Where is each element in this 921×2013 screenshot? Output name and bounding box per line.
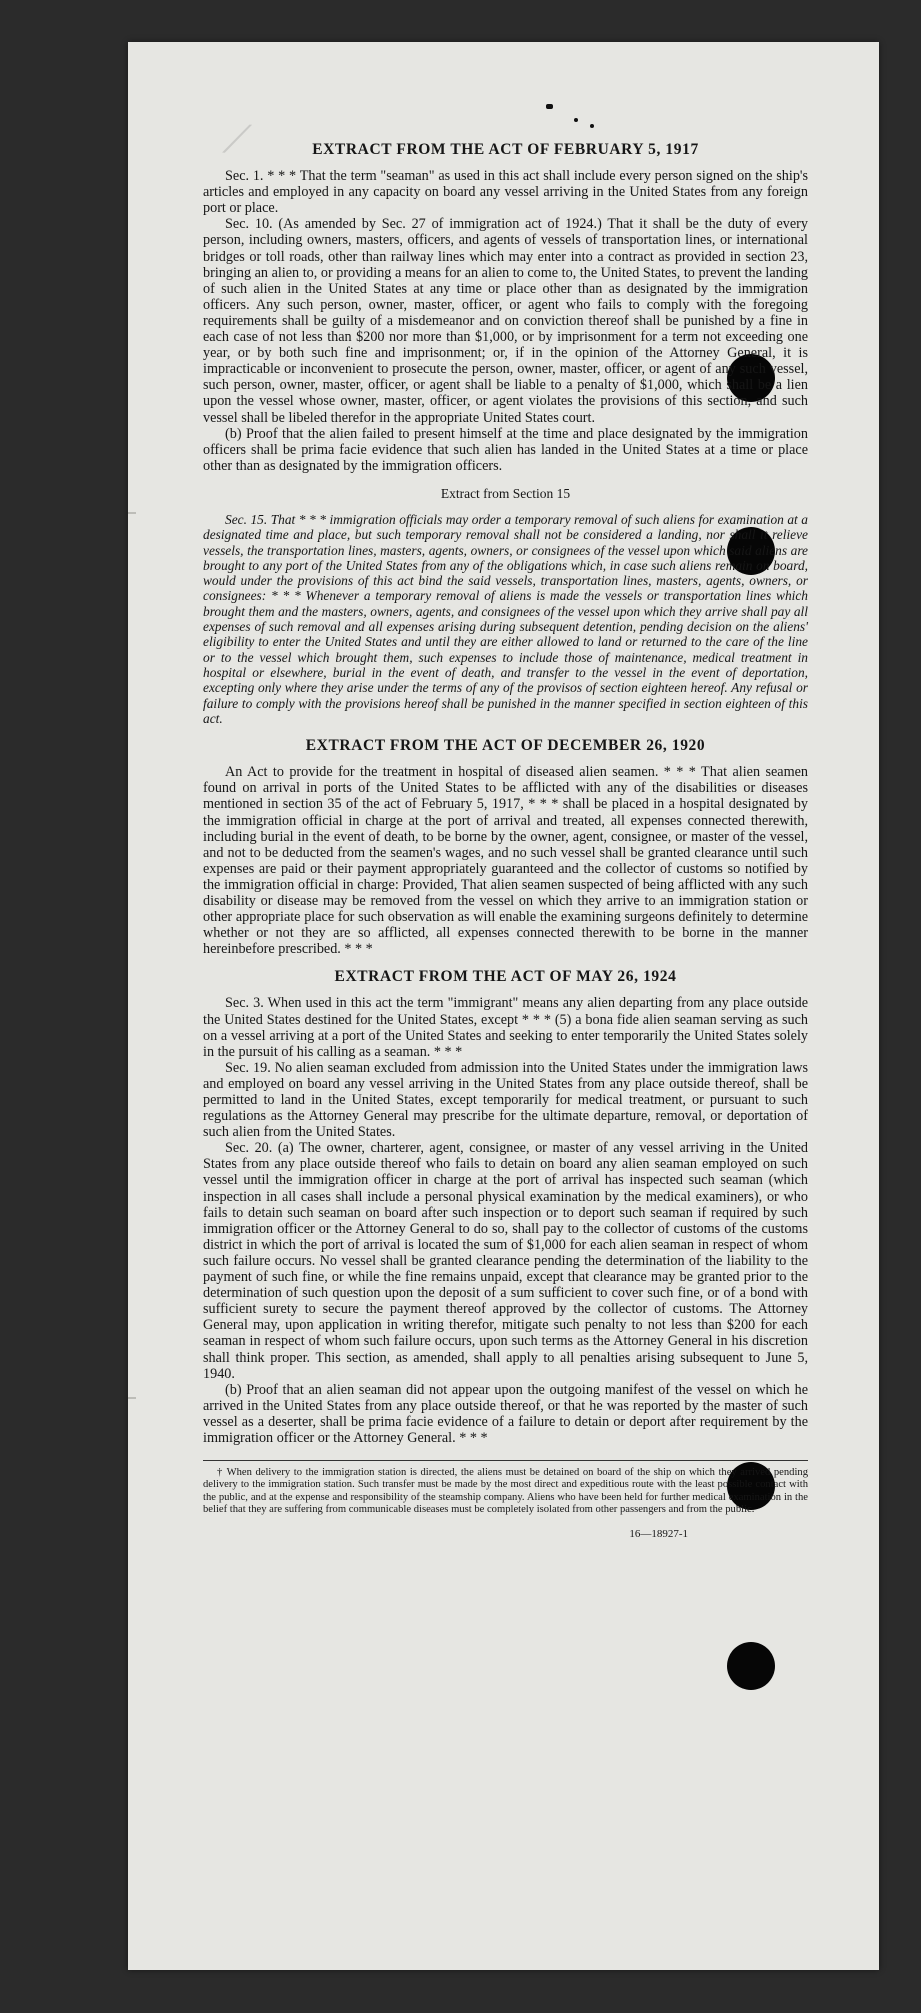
- ink-mark: [590, 124, 594, 128]
- document-number: 16—18927-1: [629, 1528, 688, 1541]
- punch-hole: [727, 1642, 775, 1690]
- paragraph-sec-3: Sec. 3. When used in this act the term "immigrant" means any alien departing from any place outside the United States destined for the United States, except * * * (5) a bona fide alien seaman serving as such on a vessel arriving at a port of the United States and seeking to enter temporarily the United States solely in the pursuit of his calling as a seaman. * * *: [203, 995, 808, 1060]
- section-heading: EXTRACT FROM THE ACT OF DECEMBER 26, 1920: [305, 737, 706, 755]
- edge-tick: [128, 1397, 136, 1399]
- paragraph-sec-1: Sec. 1. * * * That the term "seaman" as used in this act shall include every person signed on the ship's articles and employed in any capacity on board any vessel arriving in the United States from any foreign port or place.: [203, 168, 808, 217]
- document-body: [203, 142, 808, 1542]
- section-heading: EXTRACT FROM THE ACT OF FEBRUARY 5, 1917: [312, 141, 699, 158]
- paragraph-sec-15: Sec. 15. That * * * immigration officials may order a temporary removal of such aliens for examination at a designated time and place, but such temporary removal shall not be considered a landing, nor shall it relieve vessels, the transportation lines, masters, agents, owners, or consignees of the vessel upon which said aliens are brought to any port of the United States from any of the obligations which, in case such aliens remain on board, would under the provisions of this act bind the said vessels, transportation lines, masters, agents, owners, or consignees: * * * Whenever a temporary removal of aliens is made the vessels or transportation lines which brought them and the masters, owners, agents, and consignees of the vessel upon which they arrive shall pay all expenses of such removal and all expenses arising during subsequent detention, pending decision on the aliens' eligibility to enter the United States and until they are either allowed to land or returned to the care of the line or to the vessel which brought them, such expenses to include those of maintenance, medical treatment in hospital or elsewhere, burial in the event of death, and transfer to the vessel in the event of deportation, excepting only where they arise under the terms of any of the provisos of section eighteen hereof. Any refusal or failure to comply with the provisions hereof shall be punished in the manner specified in section eighteen of this act.: [203, 511, 808, 726]
- footnote-text: † When delivery to the immigration station is directed, the aliens must be detained on board of the ship on which they arrived pending delivery to the immigration station. Such transfer must be made by the most direct and expeditious route with the least possible contact with the public, and at the expense and responsibility of the steamship company. Aliens who have been held for further medical examination in the belief that they are suffering from communicable diseases must be completely isolated from other passengers and from the public.: [203, 1467, 808, 1515]
- pencil-mark: ⟋: [221, 116, 253, 164]
- paragraph-sec-20b: (b) Proof that an alien seaman did not appear upon the outgoing manifest of the vessel on which he arrived in the United States from any place outside thereof, or that he was reported by the master of such vessel as a deserter, shall be prima facie evidence of a failure to detain or deport after requirement by the immigration officer or the Attorney General. * * *: [203, 1381, 808, 1446]
- paragraph-act-1920: An Act to provide for the treatment in hospital of diseased alien seamen. * * * That alien seamen found on arrival in ports of the United States to be afflicted with any of the disabilities or diseases mentioned in section 35 of the act of February 5, 1917, * * * shall be placed in a hospital designated by the immigration official in charge at the port of arrival and treated, all expenses connected therewith, including burial in the event of death, to be borne by the owner, agent, consignee, or master of the vessel, and not to be deducted from the seamen's wages, and no such vessel shall be granted clearance until such expenses are paid or their payment appropriately guaranteed and the collector of customs so notified by the immigration official in charge: Provided, That alien seamen suspected of being afflicted with any such disability or disease may be removed from the vessel on which they arrive to an immigration station or other appropriate place for such observation as will enable the examining surgeons definitely to determine whether or not they are so afflicted, all expenses connected therewith to be borne in the manner hereinbefore prescribed. * * *: [203, 764, 808, 958]
- footnote: [203, 1460, 808, 1516]
- ink-mark: [546, 104, 553, 109]
- document-page: [128, 42, 879, 1970]
- paragraph-proof: (b) Proof that the alien failed to present himself at the time and place designated by the immigration officers shall be prima facie evidence that such alien has landed in the United States at a time or place other than as designated by the immigration officers.: [203, 425, 808, 474]
- edge-tick: [128, 512, 136, 514]
- paragraph-sec-19: Sec. 19. No alien seaman excluded from admission into the United States under the immigration laws and employed on board any vessel arriving in the United States from any place outside thereof, shall be permitted to land in the United States, except temporarily for medical treatment, or pursuant to such regulations as the Attorney General may prescribe for the ultimate departure, removal, or deportation of such alien from the United States.: [203, 1059, 808, 1141]
- paragraph-sec-10: Sec. 10. (As amended by Sec. 27 of immigration act of 1924.) That it shall be the duty of every person, including owners, masters, officers, and agents of vessels of transportation lines, or international bridges or toll roads, other than railway lines which may enter into a contract as provided in section 23, bringing an alien to, or providing a means for an alien to come to, the United States, to prevent the landing of such alien in the United States at any time or place other than as designated by the immigration officers. Any such person, owner, master, officer, or agent who fails to comply with the foregoing requirements shall be guilty of a misdemeanor and on conviction thereof shall be punished by a fine in each case of not less than $200 nor more than $1,000, or by imprisonment for a term not exceeding one year, or by both such fine and imprisonment; or, if in the opinion of the Attorney General, it is impracticable or inconvenient to prosecute the person, owner, master, officer, or agent of any such vessel, such person, owner, master, officer, or agent shall be liable to a penalty of $1,000, which shall be a lien upon the vessel whose owner, master, officer, or agent violates the provisions of this section, and such vessel shall be libeled therefor in the appropriate United States court.: [203, 216, 808, 426]
- paragraph-sec-20a: Sec. 20. (a) The owner, charterer, agent, consignee, or master of any vessel arriving in the United States from any place outside thereof who fails to detain on board any alien seaman employed on such vessel until the immigration officer in charge at the port of arrival has inspected such seaman (which inspection in all cases shall include a personal physical examination by the medical examiners), or who fails to detain such seaman on board after such inspection or to deport such seaman if required by such immigration officer or the Attorney General to do so, shall pay to the collector of customs of the customs district in which the port of arrival is located the sum of $1,000 for each alien seaman in respect of whom such failure occurs. No vessel shall be granted clearance pending the determination of the liability to the payment of such fine, or while the fine remains unpaid, except that clearance may be granted prior to the determination of such question upon the deposit of a sum sufficient to cover such fine, or of a bond with sufficient surety to secure the payment thereof approved by the collector of customs. The Attorney General may, upon application in writing therefor, mitigate such penalty to not less than $200 for each seaman in respect of whom such failure occurs, upon such terms as the Attorney General in his discretion shall think proper. This section, as amended, shall apply to all penalties arising subsequent to June 5, 1940.: [203, 1140, 808, 1382]
- section-subheading: Extract from Section 15: [440, 485, 571, 501]
- ink-mark: [574, 118, 578, 122]
- section-heading: EXTRACT FROM THE ACT OF MAY 26, 1924: [334, 968, 677, 986]
- section-15-block: [203, 512, 808, 726]
